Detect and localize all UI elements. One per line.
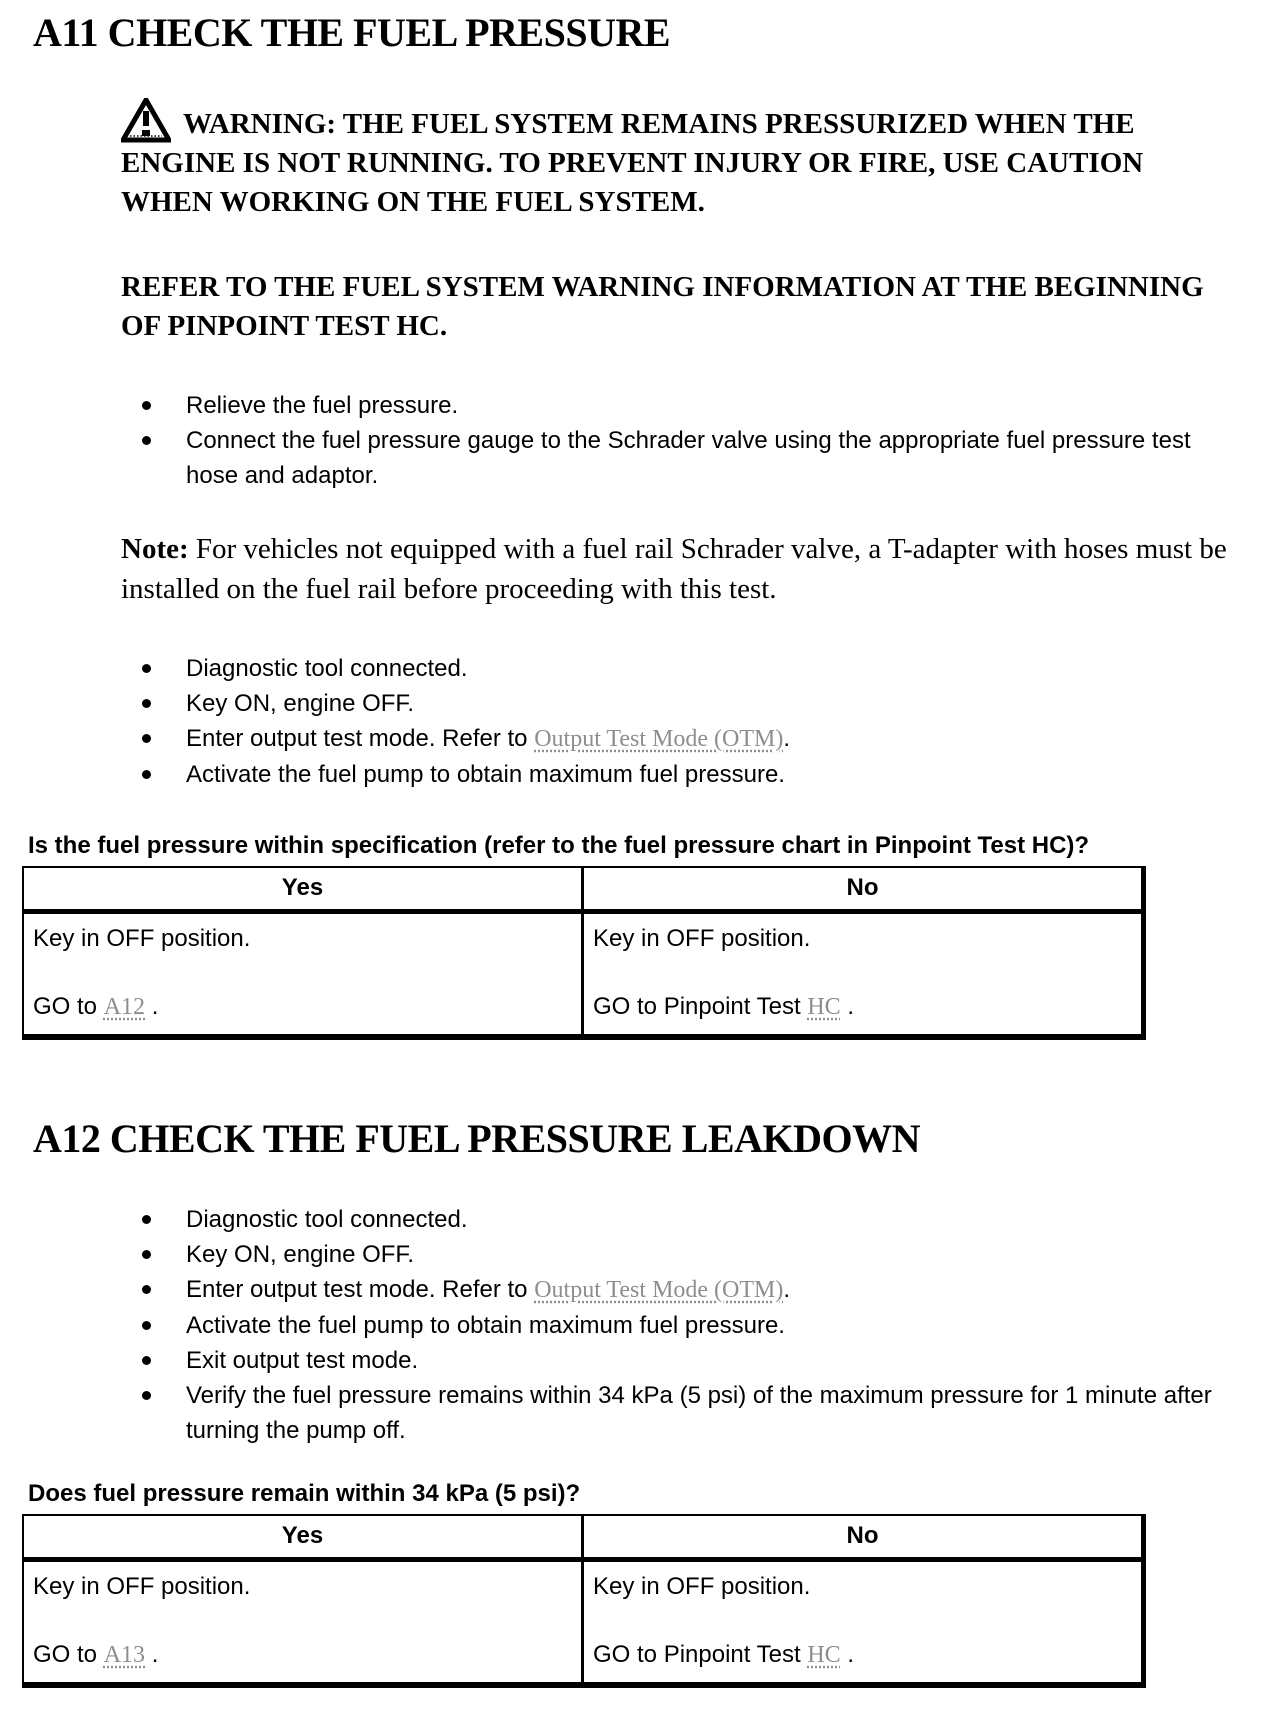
cell-instruction: Key in OFF position. <box>33 1573 251 1600</box>
no-column-header: No <box>583 1515 1144 1560</box>
bullet-text: Exit output test mode. <box>186 1347 419 1374</box>
list-item <box>186 423 1229 493</box>
yes-column-header: Yes <box>23 867 583 912</box>
output-test-mode-link[interactable]: Output Test Mode (OTM) <box>534 726 784 752</box>
cell-instruction: Key in OFF position. <box>593 1573 811 1600</box>
a11-no-cell <box>583 912 1144 1038</box>
goto-text: GO to <box>33 1641 104 1668</box>
bullet-text: Activate the fuel pump to obtain maximum fuel pressure. <box>186 761 785 788</box>
output-test-mode-link[interactable]: Output Test Mode (OTM) <box>534 1277 784 1303</box>
table-row <box>23 1560 1144 1686</box>
bullet-text: Verify the fuel pressure remains within 34 kPa (5 psi) of the maximum pressure for 1 minute after turning the pump off. <box>186 1382 1212 1444</box>
pinpoint-test-hc-link[interactable]: HC <box>807 1642 841 1668</box>
bullet-text: Connect the fuel pressure gauge to the Schrader valve using the appropriate fuel pressure test hose and adaptor. <box>186 427 1191 489</box>
a11-section-heading: A11 CHECK THE FUEL PRESSURE <box>33 10 671 55</box>
goto-text: GO to Pinpoint Test <box>593 1641 808 1668</box>
a12-no-cell <box>583 1560 1144 1686</box>
list-item <box>186 1308 1229 1343</box>
a11-warning-paragraph <box>121 98 1239 222</box>
list-item <box>186 388 1229 423</box>
pinpoint-test-hc-link[interactable]: HC <box>807 994 841 1020</box>
list-item <box>186 1378 1229 1448</box>
list-item <box>186 651 1229 686</box>
bullet-text: . <box>783 725 791 752</box>
goto-text: . <box>840 993 855 1020</box>
bullet-text: Enter output test mode. Refer to <box>186 725 535 752</box>
a11-decision-table <box>22 866 1146 1040</box>
a11-note-paragraph <box>121 529 1234 609</box>
bullet-text: Diagnostic tool connected. <box>186 1206 468 1233</box>
list-item <box>186 1343 1229 1378</box>
a11-question: Is the fuel pressure within specification (refer to the fuel pressure chart in Pinpoint Test HC)? <box>28 832 1090 859</box>
yes-column-header: Yes <box>23 1515 583 1560</box>
list-item <box>186 686 1229 721</box>
note-label: Note: <box>121 533 189 565</box>
bullet-text: Key ON, engine OFF. <box>186 1241 415 1268</box>
list-item <box>186 1272 1229 1308</box>
table-row <box>23 912 1144 1038</box>
table-header-row <box>23 1515 1144 1560</box>
goto-text: GO to <box>33 993 104 1020</box>
a12-decision-table <box>22 1514 1146 1688</box>
warning-triangle-icon <box>121 98 171 143</box>
list-item <box>186 757 1229 792</box>
list-item <box>186 1237 1229 1272</box>
a12-yes-cell <box>23 1560 583 1686</box>
bullet-text: Activate the fuel pump to obtain maximum fuel pressure. <box>186 1312 785 1339</box>
cell-goto-line <box>33 1640 571 1670</box>
table-header-row <box>23 867 1144 912</box>
no-column-header: No <box>583 867 1144 912</box>
cell-goto-line <box>593 1640 1131 1670</box>
bullet-text: . <box>783 1276 791 1303</box>
a11-setup-bullet-list <box>0 388 1229 493</box>
bullet-text: Enter output test mode. Refer to <box>186 1276 535 1303</box>
note-text: For vehicles not equipped with a fuel rail Schrader valve, a T-adapter with hoses must be installed on the fuel rail before proceeding with this test. <box>121 533 1227 605</box>
a11-yes-cell <box>23 912 583 1038</box>
a12-test-bullet-list <box>0 1202 1229 1448</box>
goto-text: . <box>145 1641 159 1668</box>
a11-test-bullet-list <box>0 651 1229 792</box>
goto-text: GO to Pinpoint Test <box>593 993 808 1020</box>
cell-instruction: Key in OFF position. <box>593 925 811 952</box>
cell-goto-line <box>33 992 571 1022</box>
list-item <box>186 1202 1229 1237</box>
list-item <box>186 721 1229 757</box>
a12-section-heading: A12 CHECK THE FUEL PRESSURE LEAKDOWN <box>33 1116 920 1161</box>
a13-step-link[interactable]: A13 <box>103 1642 146 1668</box>
goto-text: . <box>145 993 159 1020</box>
bullet-text: Diagnostic tool connected. <box>186 655 468 682</box>
bullet-text: Relieve the fuel pressure. <box>186 392 459 419</box>
goto-text: . <box>840 1641 855 1668</box>
cell-goto-line <box>593 992 1131 1022</box>
cell-instruction: Key in OFF position. <box>33 925 251 952</box>
a12-question: Does fuel pressure remain within 34 kPa (5 psi)? <box>28 1480 581 1507</box>
a11-warning-text: WARNING: THE FUEL SYSTEM REMAINS PRESSURIZED WHEN THE ENGINE IS NOT RUNNING. TO PREVENT INJURY OR FIRE, USE CAUTION WHEN WORKING ON THE FUEL SYSTEM. <box>121 108 1144 218</box>
a12-step-link[interactable]: A12 <box>103 994 146 1020</box>
a11-refer-paragraph: REFER TO THE FUEL SYSTEM WARNING INFORMATION AT THE BEGINNING OF PINPOINT TEST HC. <box>121 271 1204 342</box>
bullet-text: Key ON, engine OFF. <box>186 690 415 717</box>
